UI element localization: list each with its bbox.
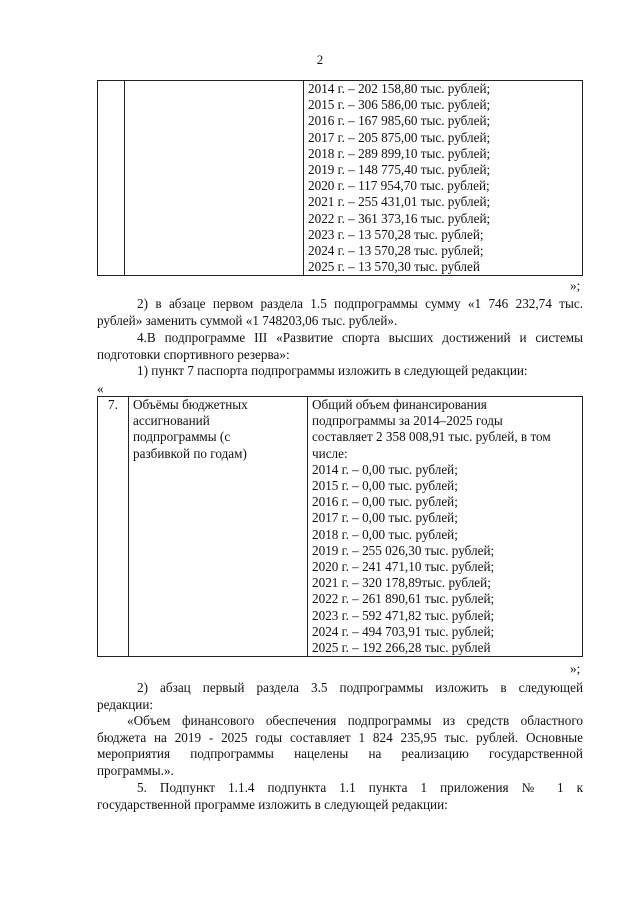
table2-intro-line: составляет 2 358 008,91 тыс. рублей, в том <box>312 429 551 445</box>
financing-table-continued <box>97 80 583 276</box>
paragraph-5 <box>97 780 583 813</box>
table2-row: 2015 г. – 0,00 тыс. рублей; <box>312 478 458 494</box>
table2-row: 2018 г. – 0,00 тыс. рублей; <box>312 526 458 542</box>
table2-row: 2021 г. – 320 178,89тыс. рублей; <box>312 575 491 591</box>
table2-row: 2023 г. – 592 471,82 тыс. рублей; <box>312 607 495 623</box>
quoted-text-line1: «Объем финансового обеспечения подпрограммы из средств областного <box>127 713 583 728</box>
table2-row: 2024 г. – 494 703,91 тыс. рублей; <box>312 623 495 639</box>
table1-closing-quote: »; <box>570 278 581 293</box>
paragraph-4 <box>97 330 583 363</box>
paragraph-2-line1: 2) в абзаце первом раздела 1.5 подпрограммы сумму «1 746 232,74 тыс. <box>137 296 583 311</box>
quoted-text-line2: бюджета на 2019 - 2025 годы составляет 1 824 235,95 тыс. рублей. Основные <box>97 729 583 745</box>
paragraph-2b <box>97 680 583 713</box>
table1-values-cell <box>304 81 583 276</box>
table2-row: 2019 г. – 255 026,30 тыс. рублей; <box>312 542 495 558</box>
table2-row: 2022 г. – 261 890,61 тыс. рублей; <box>312 591 495 607</box>
table2-values-cell <box>308 397 583 657</box>
table1-row: 2019 г. – 148 775,40 тыс. рублей; <box>308 162 491 178</box>
passport-item-7-table <box>97 396 583 657</box>
quoted-text-line4: программы.». <box>97 762 174 778</box>
quoted-text <box>97 713 583 779</box>
table2-number-cell: 7. <box>98 397 129 657</box>
paragraph-2b-line2: редакции: <box>97 696 154 712</box>
table1-row: 2018 г. – 289 899,10 тыс. рублей; <box>308 145 491 161</box>
table2-intro-line: подпрограммы за 2014–2025 годы <box>312 413 503 429</box>
table1-row: 2023 г. – 13 570,28 тыс. рублей; <box>308 226 484 242</box>
table2-row: 2016 г. – 0,00 тыс. рублей; <box>312 494 458 510</box>
table1-row: 2024 г. – 13 570,28 тыс. рублей; <box>308 243 484 259</box>
table1-row: 2017 г. – 205 875,00 тыс. рублей; <box>308 129 491 145</box>
table1-row: 2020 г. – 117 954,70 тыс. рублей; <box>308 178 490 194</box>
table1-row: 2022 г. – 361 373,16 тыс. рублей; <box>308 210 491 226</box>
paragraph-4-line2: подготовки спортивного резерва»: <box>97 346 290 362</box>
table2-row: 2017 г. – 0,00 тыс. рублей; <box>312 510 458 526</box>
table2-row: 2025 г. – 192 266,28 тыс. рублей <box>312 640 491 656</box>
table2-intro-line: числе: <box>312 445 348 461</box>
table2-label-line: Объёмы бюджетных <box>133 397 248 412</box>
table1-label-cell <box>125 81 304 276</box>
table1-row: 2025 г. – 13 570,30 тыс. рублей <box>308 259 480 275</box>
paragraph-5-line1: 5. Подпункт 1.1.4 подпункта 1.1 пункта 1 приложения № 1 к <box>137 780 583 795</box>
table2-closing-quote: »; <box>570 661 581 676</box>
table2-label-line: подпрограммы (с <box>133 429 231 445</box>
table1-row: 2015 г. – 306 586,00 тыс. рублей; <box>308 97 491 113</box>
paragraph-5-line2: государственной программе изложить в следующей редакции: <box>97 796 448 812</box>
table2-row: 2020 г. – 241 471,10 тыс. рублей; <box>312 559 495 575</box>
table1-row: 2016 г. – 167 985,60 тыс. рублей; <box>308 113 491 129</box>
paragraph-2-line2: рублей» заменить суммой «1 748203,06 тыс. рублей». <box>97 312 398 328</box>
table2-label-line: разбивкой по годам) <box>133 445 247 461</box>
paragraph-4-line1: 4.В подпрограмме III «Развитие спорта высших достижений и системы <box>137 330 583 345</box>
table2-intro-line: Общий объем финансирования <box>312 397 487 412</box>
quoted-text-line3: мероприятия подпрограммы нацелены на реализацию государственной <box>97 746 583 761</box>
table2-label-line: ассигнований <box>133 413 210 429</box>
opening-quote: « <box>97 381 104 396</box>
paragraph-4-item-1: 1) пункт 7 паспорта подпрограммы изложить в следующей редакции: <box>137 363 528 378</box>
paragraph-2b-line1: 2) абзац первый раздела 3.5 подпрограммы изложить в следующей <box>137 680 583 695</box>
page-number: 2 <box>316 52 324 67</box>
table2-row: 2014 г. – 0,00 тыс. рублей; <box>312 461 458 477</box>
table1-row: 2021 г. – 255 431,01 тыс. рублей; <box>308 194 491 210</box>
table2-label-cell <box>129 397 308 657</box>
table1-row: 2014 г. – 202 158,80 тыс. рублей; <box>308 81 491 96</box>
paragraph-2 <box>97 296 583 329</box>
table1-number-cell <box>98 81 125 276</box>
